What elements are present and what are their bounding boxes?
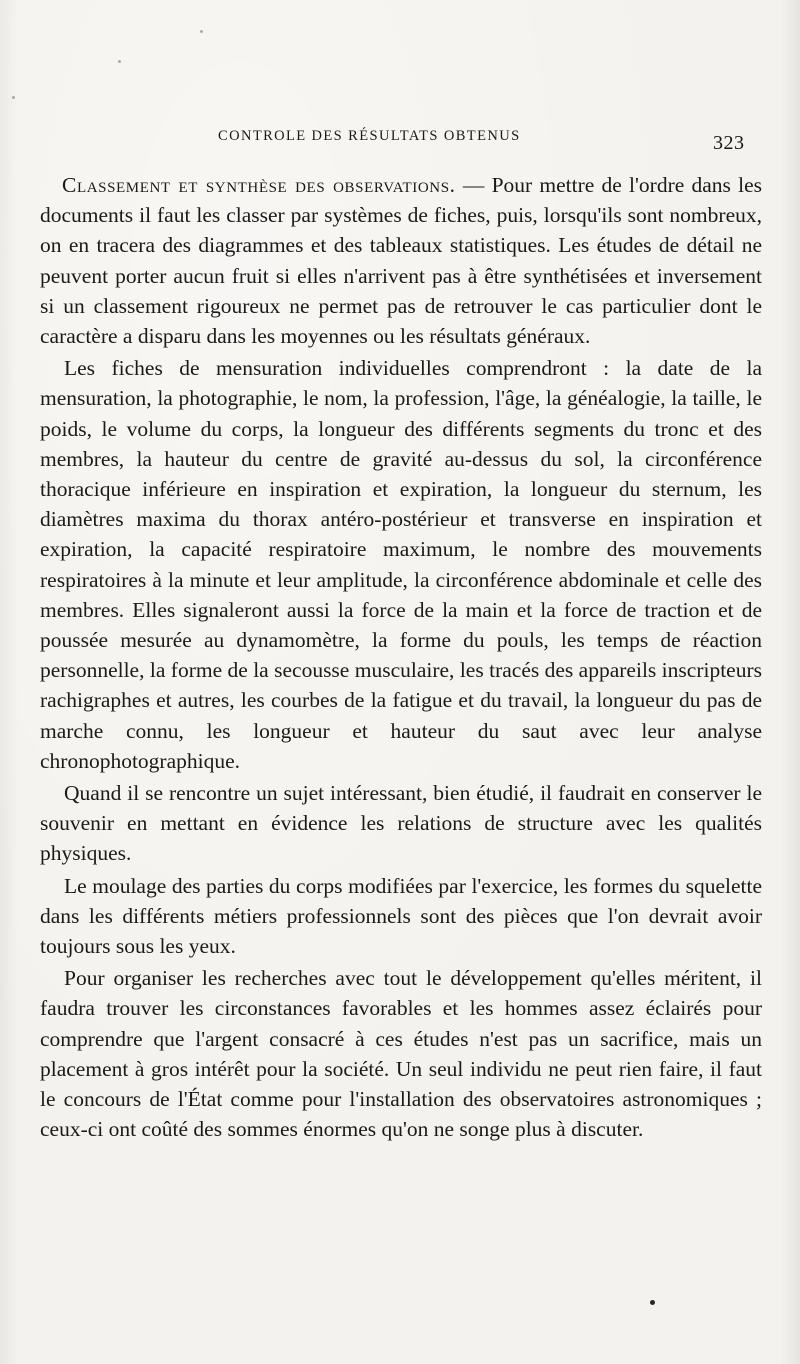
paragraph-1-text: — Pour mettre de l'ordre dans les documents il faut les classer par systèmes de fiches, puis, lorsqu'ils sont nombreux, on en tracera des diagrammes et des tableaux statistiques. Les études de détail ne peuvent porter aucun fruit si elles n'arrivent pas à être synthétisées et inversement si un classement rigoureux ne permet pas de retrouver le cas particulier dont le caractère a disparu dans les moyennes ou les résultats généraux.	[40, 173, 762, 349]
paragraph-2: Les fiches de mensuration individuelles comprendront : la date de la mensuration, la photographie, le nom, la profession, l'âge, la généalogie, la taille, le poids, le volume du corps, la longueur des différents segments du tronc et des membres, la hauteur du centre de gravité au-dessus du sol, la circonférence thoracique inférieure en inspiration et expiration, la longueur du sternum, les diamètres maxima du thorax antéro-postérieur et transverse en inspiration et expiration, la capacité respiratoire maximum, le nombre des mouvements respiratoires à la minute et leur amplitude, la circonférence abdominale et celle des membres. Elles signaleront aussi la force de la main et la force de traction et de poussée mesurée au dynamomètre, la forme du pouls, les temps de réaction personnelle, la forme de la secousse musculaire, les tracés des appareils inscripteurs rachigraphes et autres, les courbes de la fatigue et du travail, la longueur du pas de marche connu, les longueur et hauteur du saut avec leur analyse chronophotographique.	[40, 356, 762, 773]
paragraph-1	[40, 170, 762, 351]
paper-speck	[200, 30, 203, 33]
page-number: 323	[713, 132, 745, 154]
paragraph-3: Quand il se rencontre un sujet intéressant, bien étudié, il faudrait en conserver le souvenir en mettant en évidence les relations de structure avec les qualités physiques.	[40, 781, 762, 866]
ink-dot	[650, 1300, 655, 1305]
running-title: CONTROLE DES RÉSULTATS OBTENUS	[218, 128, 521, 144]
section-heading: Classement et synthèse des observations.	[62, 173, 456, 197]
paragraph-5: Pour organiser les recherches avec tout le développement qu'elles méritent, il faudra trouver les circonstances favorables et les hommes assez éclairés pour comprendre que l'argent consacré à ces études n'est pas un sacrifice, mais un placement à gros intérêt pour la société. Un seul individu ne peut rien faire, il faut le concours de l'État comme pour l'installation des observatoires astronomiques ; ceux-ci ont coûté des sommes énormes qu'on ne songe plus à discuter.	[40, 966, 762, 1142]
body-text	[40, 170, 762, 1147]
paragraph-4: Le moulage des parties du corps modifiées par l'exercice, les formes du squelette dans les différents métiers professionnels sont des pièces que l'on devrait avoir toujours sous les yeux.	[40, 873, 762, 959]
paper-speck	[118, 60, 121, 63]
running-head	[0, 128, 800, 154]
paper-speck	[12, 96, 15, 99]
